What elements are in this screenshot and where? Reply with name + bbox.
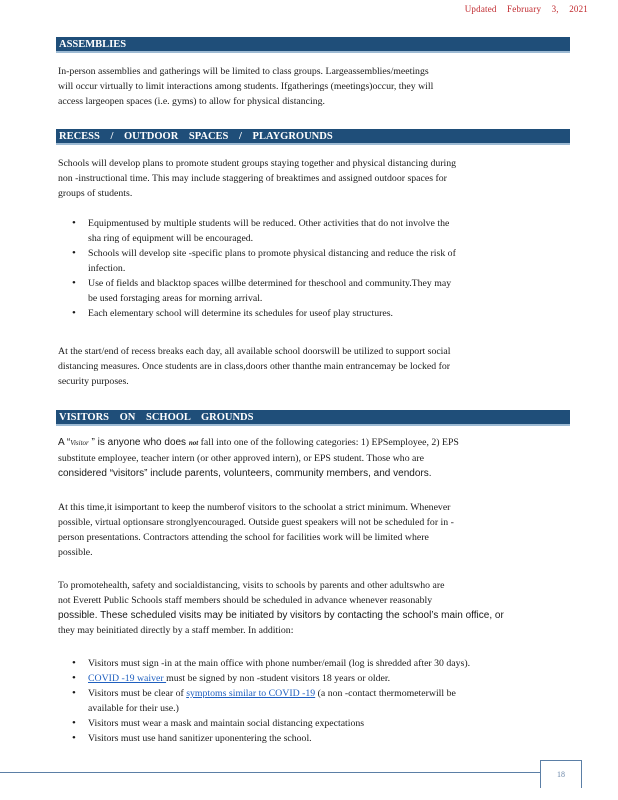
visitor-minimum-paragraph	[58, 500, 552, 560]
text-line: be used forstaging areas for morning arrival.	[88, 293, 263, 304]
visitor-rules-list	[72, 656, 552, 746]
text-line: sha ring of equipment will be encouraged.	[88, 233, 254, 244]
rule-text: Visitors must be clear of	[88, 688, 187, 699]
text-line: possible.	[58, 547, 93, 558]
updated-date: Updated February 3, 2021	[464, 4, 588, 14]
covid-waiver-link[interactable]: COVID -19 waiver	[88, 673, 167, 684]
footer-divider	[0, 772, 540, 773]
text-line: possible, virtual optionsare stronglyencouraged. Outside guest speakers will not be scheduled for in -	[58, 517, 454, 528]
list-item	[72, 276, 552, 306]
rule-text: Visitors must wear a mask and maintain social distancing expectations	[88, 718, 365, 729]
definition-prefix: A “	[58, 437, 71, 448]
text-line: infection.	[88, 263, 126, 274]
recess-bullet-list	[72, 216, 552, 321]
definition-not: not	[188, 439, 199, 447]
text-line: person presentations. Contractors attending the school for facilities work will be limited where	[58, 532, 429, 543]
text-line	[58, 435, 552, 451]
definition-mid: ” is anyone who does	[88, 437, 189, 448]
visitor-scheduling-paragraph	[58, 578, 552, 638]
text-line: not Everett Public Schools staff members should be scheduled in advance whenever reasonably	[58, 595, 433, 606]
rule-text: Visitors must sign -in at the main office with phone number/email (log is shredded after 30 days).	[88, 658, 471, 669]
section-header-recess: RECESS / OUTDOOR SPACES / PLAYGROUNDS	[56, 129, 570, 145]
text-line: In-person assemblies and gatherings will be limited to class groups. Largeassemblies/meetings	[58, 66, 429, 77]
list-item	[72, 246, 552, 276]
rule-text: (a non -contact thermometerwill be	[315, 688, 456, 699]
text-line: • Each elementary school will determine its schedules for useof play structures.	[88, 308, 393, 319]
text-line: possible. These scheduled visits may be initiated by visitors by contacting the school’s main office, or	[58, 610, 504, 621]
definition-term: Visitor	[70, 439, 89, 447]
recess-outro-paragraph	[58, 344, 552, 389]
list-item	[72, 716, 552, 731]
list-item	[72, 216, 552, 246]
text-line: • Schools will develop site -specific plans to promote physical distancing and reduce the risk of	[88, 248, 456, 259]
list-item	[72, 731, 552, 746]
section-header-visitors: VISITORS ON SCHOOL GROUNDS	[56, 410, 570, 426]
rule-text: Visitors must use hand sanitizer uponentering the school.	[88, 733, 312, 744]
text-line: At this time,it isimportant to keep the numberof visitors to the schoolat a strict minimum. Whenever	[58, 502, 451, 513]
text-line: they may beinitiated directly by a staff member. In addition:	[58, 625, 294, 636]
text-line: • Use of fields and blacktop spaces willbe determined for theschool and community.They may	[88, 278, 452, 289]
visitor-definition-paragraph	[58, 435, 552, 481]
list-item	[72, 671, 552, 686]
list-item	[72, 686, 552, 716]
text-line: • Equipmentused by multiple students will be reduced. Other activities that do not involve the	[88, 218, 450, 229]
definition-rest: fall into one of the following categories: 1) EPSemployee, 2) EPS	[198, 437, 459, 448]
rule-text: available for their use.)	[88, 703, 179, 714]
text-line: non -instructional time. This may include staggering of breaktimes and assigned outdoor spaces for	[58, 173, 447, 184]
text-line: Schools will develop plans to promote student groups staying together and physical distancing during	[58, 158, 457, 169]
text-line: distancing measures. Once students are in class,doors other thanthe main entrancemay be locked for	[58, 361, 451, 372]
text-line: will occur virtually to limit interactions among students. Ifgatherings (meetings)occur, they will	[58, 81, 434, 92]
text-line: considered “visitors” include parents, volunteers, community members, and vendors.	[58, 468, 432, 479]
list-item	[72, 306, 552, 321]
page-number: 18	[540, 760, 582, 788]
text-line: To promotehealth, safety and socialdistancing, visits to schools by parents and other adultswho are	[58, 580, 445, 591]
list-item	[72, 656, 552, 671]
assemblies-paragraph	[58, 64, 552, 109]
text-line: substitute employee, teacher intern (or other approved intern), or EPS student. Those who are	[58, 453, 425, 464]
rule-text: must be signed by non -student visitors 18 years or older.	[166, 673, 391, 684]
text-line: At the start/end of recess breaks each day, all available school doorswill be utilized to support social	[58, 346, 451, 357]
text-line: security purposes.	[58, 376, 129, 387]
text-line: access largeopen spaces (i.e. gyms) to allow for physical distancing.	[58, 96, 325, 107]
covid-symptoms-link[interactable]: symptoms similar to COVID -19	[186, 688, 316, 699]
recess-intro-paragraph	[58, 156, 552, 201]
text-line: groups of students.	[58, 188, 133, 199]
section-header-assemblies: ASSEMBLIES	[56, 37, 570, 53]
